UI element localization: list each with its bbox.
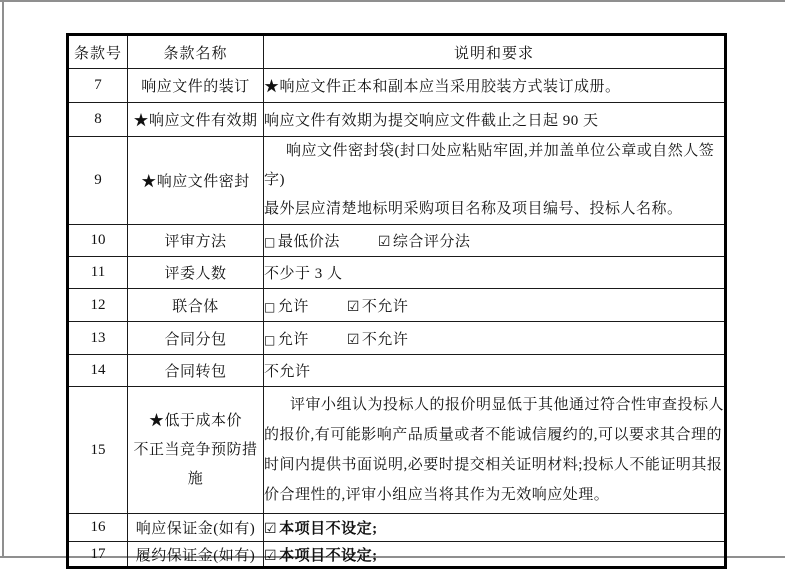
checkbox-unchecked-icon: □ — [264, 299, 276, 314]
header-clause-name: 条款名称 — [128, 35, 264, 69]
clause-no: 11 — [68, 257, 128, 289]
table-row-8 — [68, 103, 726, 137]
option-label: 最低价法 — [277, 234, 340, 250]
option-lowest-price — [264, 234, 340, 250]
clause-desc: ★响应文件正本和副本应当采用胶装方式装订成册。 — [264, 69, 726, 103]
option-label: 允许 — [277, 298, 309, 315]
clause-name-line-1: ★低于成本价 — [148, 412, 242, 429]
table-row-11 — [68, 257, 726, 289]
table-row-16 — [68, 514, 726, 542]
checkbox-checked-icon: ☑ — [264, 547, 278, 564]
option-allowed — [264, 332, 309, 348]
clause-name: 履约保证金(如有) — [128, 542, 264, 568]
clause-name: 评委人数 — [128, 257, 264, 289]
clause-name: 联合体 — [128, 289, 264, 322]
table-row-15 — [68, 387, 726, 514]
clause-name: 响应保证金(如有) — [128, 514, 264, 542]
clause-no: 9 — [68, 137, 128, 225]
option-not-allowed — [347, 332, 409, 348]
clause-desc: 不少于 3 人 — [264, 257, 726, 289]
clause-desc — [264, 514, 726, 542]
option-label: 不允许 — [361, 331, 409, 348]
desc-line-1: 响应文件密封袋(封口处应粘贴牢固,并加盖单位公章或自然人签字) — [264, 143, 715, 188]
table-row-12 — [68, 289, 726, 322]
clause-no: 12 — [68, 289, 128, 322]
table-row-13 — [68, 322, 726, 355]
clause-no: 7 — [68, 69, 128, 103]
clause-name — [128, 387, 264, 514]
clause-desc — [264, 387, 726, 514]
table-row-7 — [68, 69, 726, 103]
checkbox-unchecked-icon: □ — [264, 332, 276, 347]
clause-name: 响应文件的装订 — [128, 69, 264, 103]
table-row-17 — [68, 542, 726, 568]
clause-desc — [264, 289, 726, 322]
header-clause-desc: 说明和要求 — [264, 35, 726, 69]
option-label: 不允许 — [361, 298, 409, 315]
desc-text: 本项目不设定; — [279, 547, 378, 564]
clause-desc — [264, 137, 726, 225]
clause-name-line-2: 不正当竞争预防措施 — [133, 441, 258, 487]
table-row-10 — [68, 225, 726, 257]
option-not-allowed — [347, 299, 409, 315]
checkbox-checked-icon: ☑ — [264, 521, 278, 537]
clause-no: 16 — [68, 514, 128, 542]
clause-desc: 响应文件有效期为提交响应文件截止之日起 90 天 — [264, 103, 726, 137]
option-comprehensive-scoring — [378, 234, 471, 250]
clause-no: 8 — [68, 103, 128, 137]
page-edge-left — [2, 0, 4, 558]
clause-name: 合同分包 — [128, 322, 264, 355]
clause-desc — [264, 322, 726, 355]
desc-line-2: 最外层应清楚地标明采购项目名称及项目编号、投标人名称。 — [264, 201, 683, 217]
checkbox-checked-icon: ☑ — [346, 298, 360, 315]
clause-name: ★响应文件密封 — [128, 137, 264, 225]
clause-name: 评审方法 — [128, 225, 264, 257]
clause-desc — [264, 225, 726, 257]
page-edge-top — [0, 0, 785, 2]
checkbox-checked-icon: ☑ — [346, 331, 360, 348]
clause-no: 13 — [68, 322, 128, 355]
header-clause-no: 条款号 — [68, 35, 128, 69]
table-row-9 — [68, 137, 726, 225]
desc-text: 本项目不设定; — [279, 521, 378, 537]
terms-table — [66, 33, 727, 569]
clause-name: 合同转包 — [128, 355, 264, 387]
clause-no: 15 — [68, 387, 128, 514]
clause-no: 10 — [68, 225, 128, 257]
table-row-14 — [68, 355, 726, 387]
clause-desc: 不允许 — [264, 355, 726, 387]
clause-no: 17 — [68, 542, 128, 568]
checkbox-checked-icon: ☑ — [377, 234, 391, 250]
option-label: 允许 — [277, 331, 309, 348]
option-allowed — [264, 299, 309, 315]
clause-name: ★响应文件有效期 — [128, 103, 264, 137]
clause-no: 14 — [68, 355, 128, 387]
clause-desc — [264, 542, 726, 568]
checkbox-unchecked-icon: □ — [264, 235, 276, 249]
desc-paragraph: 评审小组认为投标人的报价明显低于其他通过符合性审查投标人的报价,有可能影响产品质量或者不能诚信履约的,可以要求其合理的时间内提供书面说明,必要时提交相关证明材料;投标人不能证明其报价合理性的,评审小组应当将其作为无效响应处理。 — [264, 397, 725, 503]
table-header-row — [68, 35, 726, 69]
option-label: 综合评分法 — [392, 234, 471, 250]
